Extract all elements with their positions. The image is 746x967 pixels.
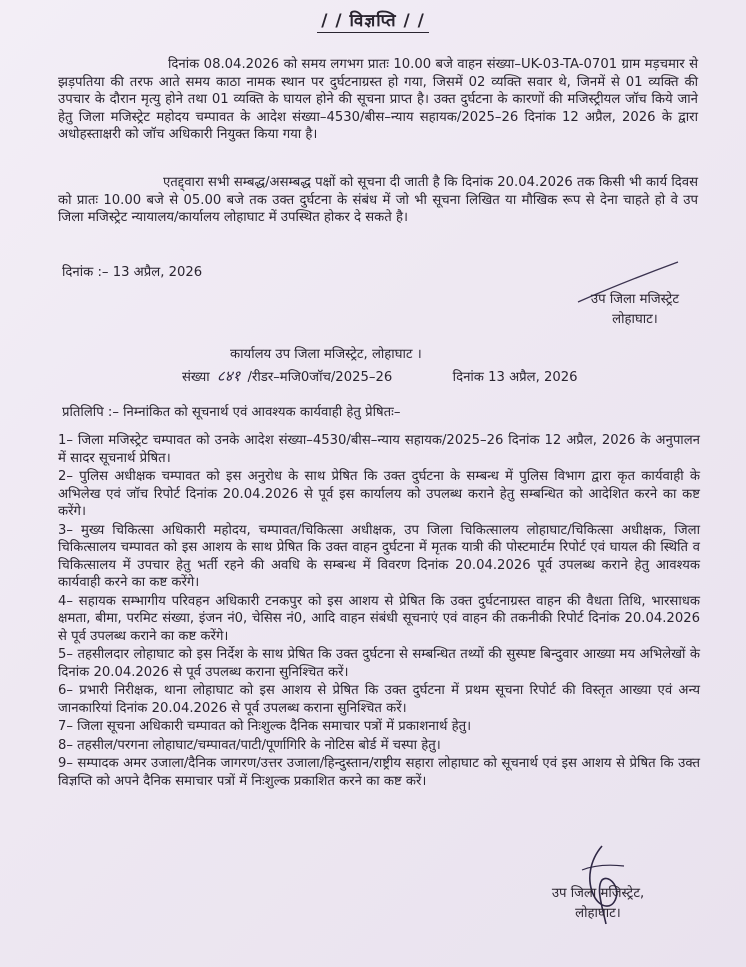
list-item: 8– तहसील/परगना लोहाघाट/चम्पावत/पाटी/पूर्णागिरि के नोटिस बोर्ड में चस्पा हेतु। [58, 737, 441, 753]
list-item: 3– मुख्य चिकित्सा अधिकारी महोदय, चम्पावत/चिकित्सा अधीक्षक, उप जिला चिकित्सालय लोहाघाट/चिकित्सा अधीक्षक, जिला चिकित्सालय चम्पावत को इस आशय के साथ प्रेषित कि उक्त वाहन दुर्घटना में मृतक यात्री की पोस्टमार्टम रिपोर्ट एवं घायल की स्थिति व चिकित्सालय में उपचार हेतु भर्ती रहने की अवधि के सम्बन्ध में विवरण दिनांक 20.04.2026 पूर्व उपलब्ध कराने हेतु आवश्यक कार्यवाही करने का कष्ट करेंगे। [58, 522, 700, 590]
signature-block-1 [560, 290, 710, 330]
list-item: 6– प्रभारी निरीक्षक, थाना लोहाघाट को इस आशय से प्रेषित कि उक्त दुर्घटना में प्रथम सूचना रिपोर्ट की विस्तृत आख्या एवं अन्य जानकारियां दिनांक 20.04.2026 से पूर्व उपलब्ध कराना सुनिश्चित करें। [58, 683, 700, 716]
list-item: 1– जिला मजिस्ट्रेट चम्पावत को उनके आदेश संख्या–4530/बीस–न्याय सहायक/2025–26 दिनांक 12 अप्रैल, 2026 के अनुपालन में सादर सूचनार्थ प्रेषित। [58, 433, 700, 466]
notice-date: दिनांक :– 13 अप्रैल, 2026 [62, 265, 203, 280]
reference-suffix: /रीडर–मजि0जॉच/2025–26 [247, 370, 393, 385]
signature-block-2 [528, 884, 668, 924]
signature1-title: उप जिला मजिस्ट्रेट [590, 292, 680, 307]
copy-to-list [58, 432, 700, 791]
list-item: 2– पुलिस अधीक्षक चम्पावत को इस अनुरोध के साथ प्रेषित कि उक्त दुर्घटना के सम्बन्ध में पुलिस विभाग द्वारा कृत कार्यवाही के अभिलेख एवं जॉच रिपोर्ट दिनांक 20.04.2026 से पूर्व इस कार्यालय को उपलब्ध कराने हेतु सम्बन्धित को आदेशित करने का कष्ट करेंगे। [58, 469, 700, 519]
list-item: 5– तहसीलदार लोहाघाट को इस निर्देश के साथ प्रेषित कि उक्त दुर्घटना से सम्बन्धित तथ्यों की सुस्पष्ट बिन्दुवार आख्या मय अभिलेखों के दिनांक 20.04.2026 से पूर्व उपलब्ध कराना सुनिश्चित करें। [58, 647, 700, 680]
notice-heading [0, 8, 746, 31]
heading-text: / / विज्ञप्ति / / [317, 11, 429, 33]
office-line: कार्यालय उप जिला मजिस्ट्रेट, लोहाघाट । [230, 347, 422, 362]
paragraph-public-notice: एतद्द्वारा सभी सम्बद्ध/असम्बद्ध पक्षों को सूचना दी जाती है कि दिनांक 20.04.2026 तक किसी भी कार्य दिवस को प्रातः 10.00 बजे से 05.00 बजे तक उक्त दुर्घटना के संबंध में जो भी सूचना लिखित या मौखिक रूप से देना चाहते हो वे उप जिला मजिस्ट्रेट न्यायालय/कार्यालय लोहाघाट में उपस्थित होकर दे सकते है। [58, 175, 698, 225]
list-item: 9– सम्पादक अमर उजाला/दैनिक जागरण/उत्तर उजाला/हिन्दुस्तान/राष्ट्रीय सहारा लोहाघाट को सूचनार्थ एवं इस आशय से प्रेषित कि उक्त विज्ञप्ति को अपने दैनिक समाचार पत्रों में निःशुल्क प्रकाशित करने का कष्ट करें। [58, 756, 700, 789]
signature2-place: लोहाघाट। [575, 906, 621, 921]
paragraph-incident: दिनांक 08.04.2026 को समय लगभग प्रातः 10.00 बजे वाहन संख्या–UK-03-TA-0701 ग्राम मड़चमार से झड़पतिया की तरफ आते समय काठा नामक स्थान पर दुर्घटनाग्रस्त हो गया, जिसमें 02 व्यक्ति सवार थे, जिनमें से 01 व्यक्ति की उपचार के दौरान मृत्यु होने तथा 01 व्यक्ति के घायल होने की सूचना प्राप्त है। उक्त दुर्घटना के कारणों की मजिस्ट्रीयल जॉच किये जाने हेतु जिला मजिस्ट्रेट महोदय चम्पावत के आदेश संख्या–4530/बीस–न्याय सहायक/2025–26 दिनांक 12 अप्रैल, 2026 के द्वारा अधोहस्ताक्षरी को जॉच अधिकारी नियुक्त किया गया है। [58, 57, 698, 142]
reference-number: ८४१ [216, 367, 241, 385]
reference-line [182, 366, 578, 386]
signature1-place: लोहाघाट। [612, 312, 658, 327]
reference-prefix: संख्या [182, 370, 210, 385]
signature2-title: उप जिला मजिस्ट्रेट, [551, 886, 645, 901]
list-item: 4– सहायक सम्भागीय परिवहन अधिकारी टनकपुर को इस आशय से प्रेषित कि उक्त दुर्घटनाग्रस्त वाहन की वैधता तिथि, भारसाधक क्षमता, बीमा, परमिट संख्या, इंजन नं0, चेसिस नं0, आदि वाहन संबंधी सूचनाएं एवं वाहन की तकनीकी रिपोर्ट दिनांक 20.04.2026 से पूर्व उपलब्ध कराने का कष्ट करेंगे। [58, 593, 700, 644]
copy-to-line: प्रतिलिपि :– निम्नांकित को सूचनार्थ एवं आवश्यक कार्यवाही हेतु प्रेषितः– [62, 405, 401, 420]
list-item: 7– जिला सूचना अधिकारी चम्पावत को निःशुल्क दैनिक समाचार पत्रों में प्रकाशनार्थ हेतु। [58, 719, 472, 734]
reference-date: दिनांक 13 अप्रैल, 2026 [452, 370, 578, 385]
